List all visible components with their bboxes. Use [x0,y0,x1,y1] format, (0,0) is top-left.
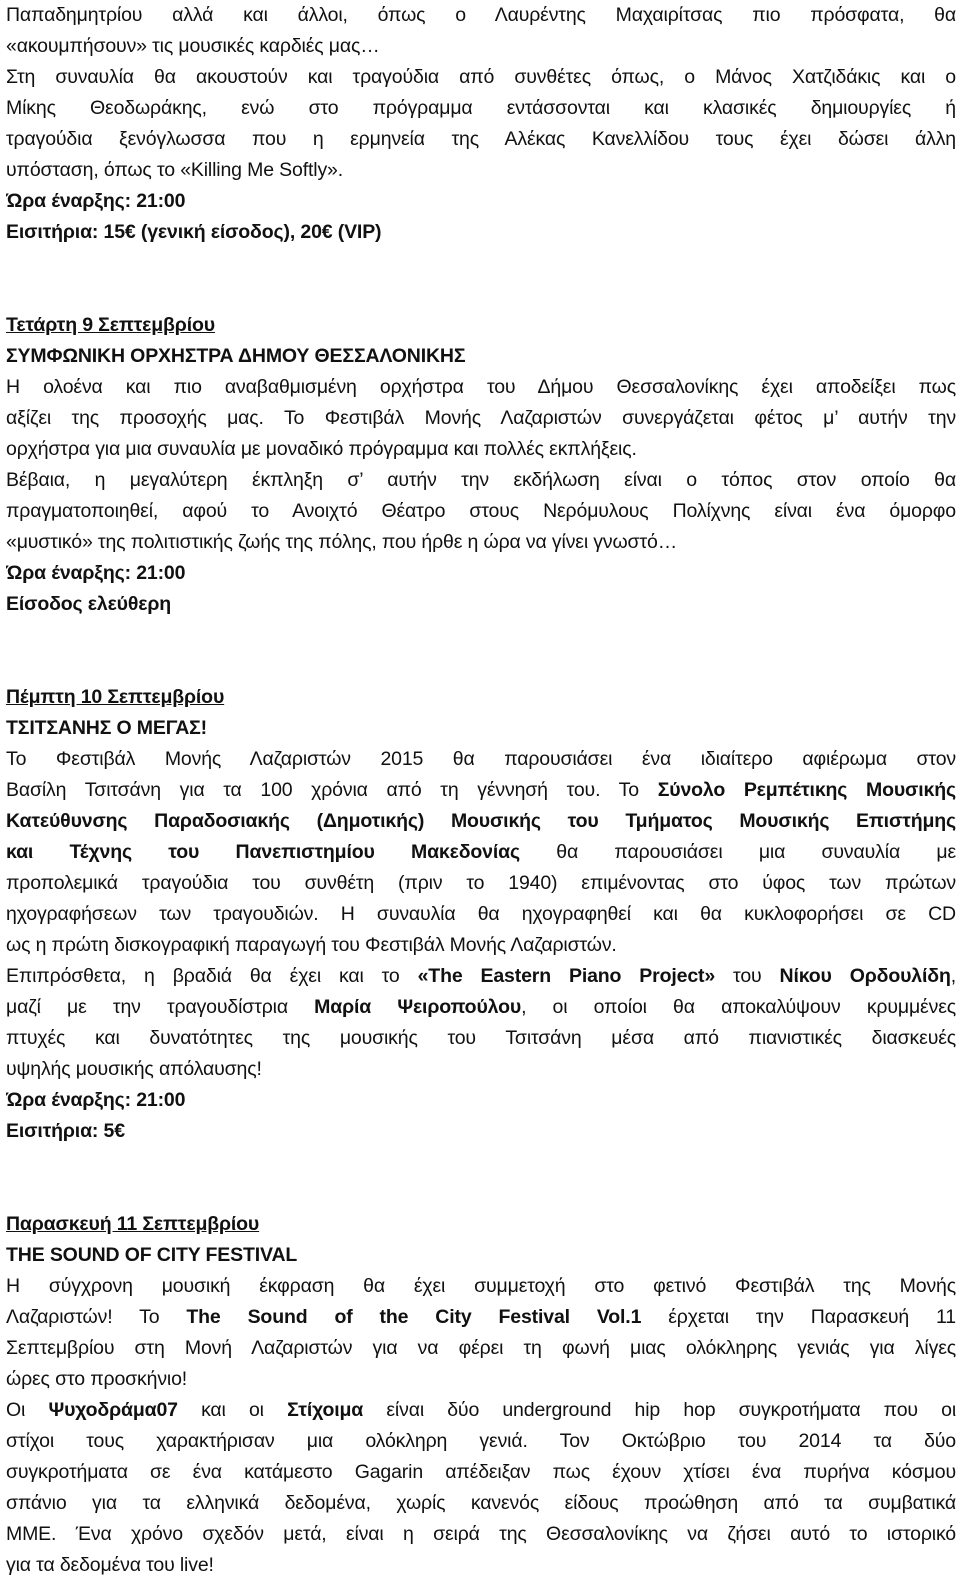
text-run: είναι δύο underground hip hop συγκροτήματα που οι [363,1399,956,1421]
festival-name: The Sound of the City Festival Vol.1 [186,1306,642,1328]
paragraph-line: Η ολοένα και πιο αναβαθμισμένη ορχήστρα του Δήμου Θεσσαλονίκης έχει αποδείξει πως [6,376,956,398]
ensemble-name-cont: Κατεύθυνσης Παραδοσιακής (Δημοτικής) Μουσικής του Τμήματος Μουσικής Επιστήμης [6,810,956,832]
paragraph-line: Παπαδημητρίου αλλά και άλλοι, όπως ο Λαυρέντης Μαχαιρίτσας πιο πρόσφατα, θα [6,4,956,26]
paragraph-line: πτυχές και δυνατότητες της μουσικής του Τσιτσάνη μέσα από πιανιστικές διασκευές [6,1027,956,1049]
event-title: THE SOUND OF CITY FESTIVAL [6,1244,298,1266]
paragraph-line: Μίκης Θεοδωράκης, ενώ στο πρόγραμμα εντάσσονται και κλασικές δημιουργίες ή [6,97,956,119]
event-title: ΣΥΜΦΩΝΙΚΗ ΟΡΧΗΣΤΡΑ ΔΗΜΟΥ ΘΕΣΣΑΛΟΝΙΚΗΣ [6,345,466,367]
event-friday [6,1209,956,1581]
paragraph-line: ώρες στο προσκήνιο! [6,1368,188,1390]
paragraph-line: στίχοι τους χαρακτήρισαν μια ολόκληρη γενιά. Τον Οκτώβριο του 2014 τα δύο [6,1430,956,1452]
paragraph-line: Στη συναυλία θα ακουστούν και τραγούδια από συνθέτες όπως, ο Μάνος Χατζιδάκις και ο [6,66,956,88]
text-run: Βασίλη Τσιτσάνη για τα 100 χρόνια από τη γέννησή του. Το [6,779,658,801]
paragraph-line: πραγματοποιηθεί, αφού το Ανοιχτό Θέατρο στους Νερόμυλους Πολίχνης είναι ένα όμορφο [6,500,956,522]
text-run: Λαζαριστών! Το [6,1306,187,1328]
text-run: , οι οποίοι θα αποκαλύψουν κρυμμένες [521,996,956,1018]
paragraph-line [6,1395,956,1426]
paragraph-line: Βέβαια, η μεγαλύτερη έκπληξη σ’ αυτήν την εκδήλωση είναι ο τόπος στον οποίο θα [6,469,956,491]
paragraph-line: τραγούδια ξενόγλωσσα που η ερμηνεία της Αλέκας Κανελλίδου τους έχει δώσει άλλη [6,128,956,150]
text-run: έρχεται την Παρασκευή 11 [641,1306,956,1328]
paragraph-line: Σεπτεμβρίου στη Μονή Λαζαριστών για να φέρει τη φωνή μιας ολόκληρης γενιάς για λίγες [6,1337,956,1359]
group-name: Ψυχοδράμα07 [48,1399,178,1421]
ensemble-name: Σύνολο Ρεμπέτικης Μουσικής [657,779,956,801]
paragraph-line [6,961,956,992]
text-run: και οι [177,1399,288,1421]
paragraph-line: «ακουμπήσουν» τις μουσικές καρδιές μας… [6,35,380,57]
event-wednesday [6,310,956,620]
text-run: του [715,965,780,987]
paragraph-line [6,775,956,806]
paragraph-line [6,1302,956,1333]
paragraph-line [6,837,956,868]
start-time: Ώρα έναρξης: 21:00 [6,1089,186,1111]
intro-section [6,0,956,248]
text-run: Οι [6,1399,49,1421]
ensemble-name-end: και Τέχνης του Πανεπιστημίου Μακεδονίας [6,841,520,863]
paragraph-line: προπολεμικά τραγούδια του συνθέτη (πριν το 1940) επιμένοντας στο ύφος των πρώτων [6,872,956,894]
event-date: Τετάρτη 9 Σεπτεμβρίου [6,314,215,336]
event-date: Παρασκευή 11 Σεπτεμβρίου [6,1213,260,1235]
paragraph-line: Το Φεστιβάλ Μονής Λαζαριστών 2015 θα παρουσιάσει ένα ιδιαίτερο αφιέρωμα στον [6,748,956,770]
event-thursday [6,682,956,1147]
paragraph-line: ως η πρώτη δισκογραφική παραγωγή του Φεστιβάλ Μονής Λαζαριστών. [6,934,617,956]
paragraph-line: «μυστικό» της πολιτιστικής ζωής της πόλης, που ήρθε η ώρα να γίνει γνωστό… [6,531,678,553]
text-run: Επιπρόσθετα, η βραδιά θα έχει και το [6,965,418,987]
start-time: Ώρα έναρξης: 21:00 [6,190,186,212]
paragraph-line: σπάνιο για τα ελληνικά δεδομένα, χωρίς κανενός είδους προώθηση από τα συμβατικά [6,1492,956,1514]
paragraph-line: ορχήστρα για μια συναυλία με μοναδικό πρόγραμμα και πολλές εκπλήξεις. [6,438,637,460]
ticket-prices: Εισιτήρια: 5€ [6,1120,125,1142]
artist-name: Νίκου Ορδουλίδη [779,965,951,987]
group-name: Στίχοιμα [287,1399,364,1421]
entry-info: Είσοδος ελεύθερη [6,593,172,615]
start-time: Ώρα έναρξης: 21:00 [6,562,186,584]
paragraph-line: συγκροτήματα σε ένα κατάμεστο Gagarin απέδειξαν πως έχουν χτίσει ένα πυρήνα κόσμου [6,1461,956,1483]
paragraph-line: για τα δεδομένα του live! [6,1554,214,1576]
paragraph-line [6,992,956,1023]
event-date: Πέμπτη 10 Σεπτεμβρίου [6,686,225,708]
paragraph-line: ηχογραφήσεων των τραγουδιών. Η συναυλία θα ηχογραφηθεί και θα κυκλοφορήσει σε CD [6,903,956,925]
project-name: «The Eastern Piano Project» [417,965,716,987]
ticket-prices: Εισιτήρια: 15€ (γενική είσοδος), 20€ (VIP) [6,221,382,243]
event-title: ΤΣΙΤΣΑΝΗΣ Ο ΜΕΓΑΣ! [6,717,208,739]
paragraph-line: υπόσταση, όπως το «Killing Me Softly». [6,159,344,181]
paragraph-line: αξίζει της προσοχής μας. Το Φεστιβάλ Μονής Λαζαριστών συνεργάζεται φέτος μ’ αυτήν την [6,407,956,429]
paragraph-line: ΜΜΕ. Ένα χρόνο σχεδόν μετά, είναι η σειρά της Θεσσαλονίκης να ζήσει αυτό το ιστορικό [6,1523,956,1545]
singer-name: Μαρία Ψειροπούλου [314,996,522,1018]
paragraph-line: Η σύγχρονη μουσική έκφραση θα έχει συμμετοχή στο φετινό Φεστιβάλ της Μονής [6,1275,956,1297]
text-run: , [950,965,956,987]
text-run: θα παρουσιάσει μια συναυλία με [519,841,956,863]
paragraph-line: υψηλής μουσικής απόλαυσης! [6,1058,262,1080]
text-run: μαζί με την τραγουδίστρια [6,996,315,1018]
document-page [6,0,956,1581]
